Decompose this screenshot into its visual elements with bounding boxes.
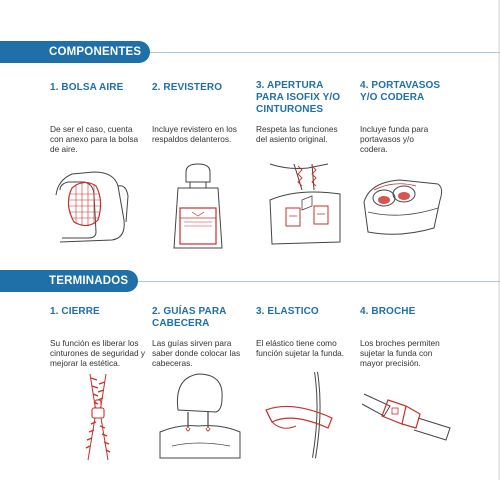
cupholder-icon <box>360 172 445 242</box>
section-badge-terminados: TERMINADOS <box>0 270 138 292</box>
item-title-revistero: 2. REVISTERO <box>152 82 223 93</box>
magazine-pocket-icon <box>168 160 228 250</box>
item-desc-bolsa-aire: De ser el caso, cuenta con anexo para la bolsa de aire. <box>50 124 139 154</box>
item-title-cierre: 1. CIERRE <box>50 306 100 317</box>
item-desc-portavasos: Incluye funda para portavasos y/o codera. <box>360 124 429 154</box>
zipper-icon <box>78 372 118 462</box>
item-title-isofix: 3. APERTURA PARA ISOFIX Y/O CINTURONES <box>256 80 341 115</box>
item-desc-guias: Las guías sirven para saber donde colocar las cabeceras. <box>152 338 241 368</box>
item-title-broche: 4. BROCHE <box>360 306 416 317</box>
item-desc-cierre: Su función es liberar los cinturones de seguridad y mejorar la estética. <box>50 338 146 368</box>
item-title-portavasos: 4. PORTAVASOS Y/O CODERA <box>360 80 441 103</box>
item-title-bolsa-aire: 1. BOLSA AIRE <box>50 82 124 93</box>
airbag-icon <box>54 160 134 245</box>
buckle-icon <box>362 380 452 450</box>
item-desc-revistero: Incluye revistero en los respaldos delanteros. <box>152 124 237 144</box>
elastic-band-icon <box>262 370 347 460</box>
headrest-guide-icon <box>158 370 243 460</box>
isofix-belt-icon <box>268 160 343 245</box>
item-title-elastico: 3. ELASTICO <box>256 306 319 317</box>
item-desc-isofix: Respeta las funciones del asiento original. <box>256 124 338 144</box>
item-desc-broche: Los broches permiten sujetar la funda con mayor precisión. <box>360 338 440 368</box>
item-desc-elastico: El elástico tiene como función sujetar la funda. <box>256 338 345 358</box>
section-badge-componentes: COMPONENTES <box>0 41 150 63</box>
item-title-guias: 2. GUÍAS PARA CABECERA <box>152 306 227 329</box>
